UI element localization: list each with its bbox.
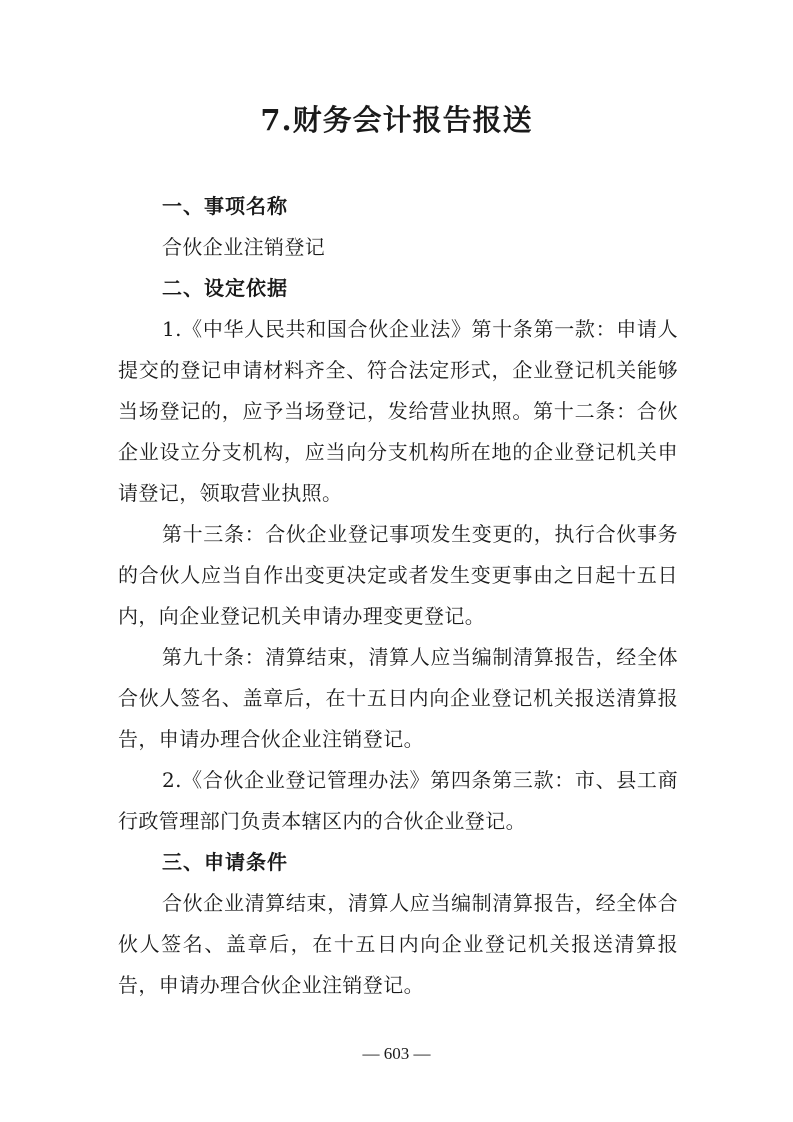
paragraph-legal-basis-1: 1.《中华人民共和国合伙企业法》第十条第一款：申请人提交的登记申请材料齐全、符合法定形式，企业登记机关能够当场登记的，应予当场登记，发给营业执照。第十二条：合伙企业设立分支机构，应当向分支机构所在地的企业登记机关申请登记，领取营业执照。 [118,317,678,505]
section-heading-conditions: 三、申请条件 [162,850,288,874]
paragraph-legal-basis-2: 第十三条：合伙企业登记事项发生变更的，执行合伙事务的合伙人应当自作出变更决定或者发生变更事由之日起十五日内，向企业登记机关申请办理变更登记。 [118,522,678,628]
section-heading-legal-basis: 二、设定依据 [162,276,288,300]
document-body [118,186,678,1006]
paragraph-conditions: 合伙企业清算结束，清算人应当编制清算报告，经全体合伙人签名、盖章后，在十五日内向企业登记机关报送清算报告，申请办理合伙企业注销登记。 [118,891,678,997]
page-title: 7.财务会计报告报送 [260,103,533,137]
paragraph-item-name: 合伙企业注销登记 [162,235,326,259]
paragraph-legal-basis-3: 第九十条：清算结束，清算人应当编制清算报告，经全体合伙人签名、盖章后，在十五日内向企业登记机关报送清算报告，申请办理合伙企业注销登记。 [118,645,678,751]
section-heading-item-name: 一、事项名称 [162,194,288,218]
paragraph-legal-basis-4: 2.《合伙企业登记管理办法》第四条第三款：市、县工商行政管理部门负责本辖区内的合伙企业登记。 [118,768,678,833]
page-number: — 603 — [362,1044,431,1063]
